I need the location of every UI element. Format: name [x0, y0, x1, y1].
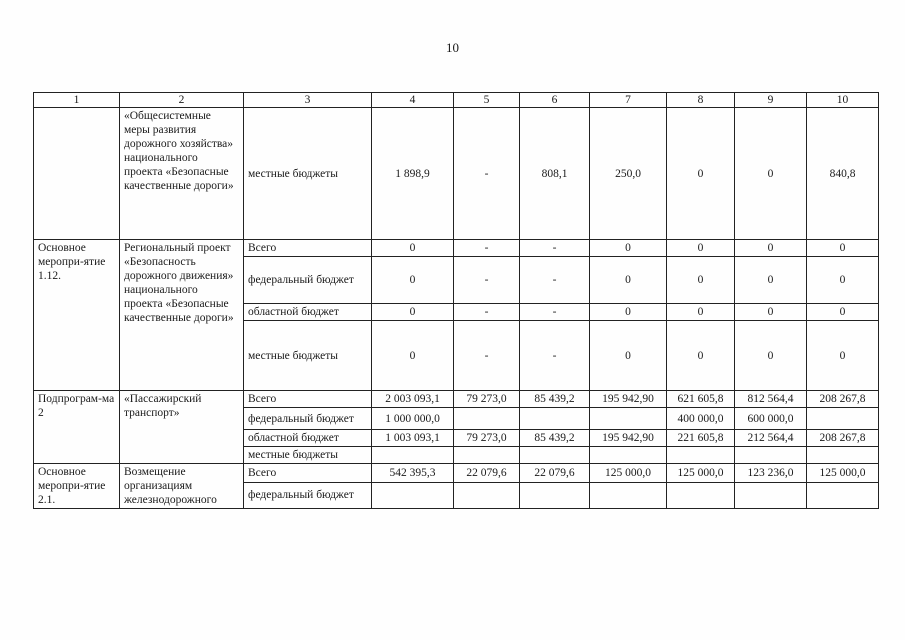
table-row: [34, 464, 879, 483]
value-cell-col-6: -: [520, 321, 590, 391]
value-cell-col-9: [735, 447, 807, 464]
measure-name-cell: «Общесистемные меры развития дорожного хозяйства» национального проекта «Безопасные качественные дороги»: [120, 108, 244, 240]
value-cell-col-7: 0: [590, 304, 667, 321]
funding-source-cell: областной бюджет: [244, 430, 372, 447]
funding-source-cell: федеральный бюджет: [244, 408, 372, 430]
value-cell-col-8: 125 000,0: [667, 464, 735, 483]
value-cell-col-10: 0: [807, 304, 879, 321]
value-cell-col-5: -: [454, 257, 520, 304]
value-cell-col-6: -: [520, 304, 590, 321]
value-cell-col-9: 212 564,4: [735, 430, 807, 447]
value-cell-col-9: 0: [735, 304, 807, 321]
funding-source-cell: Всего: [244, 391, 372, 408]
column-header-10: 10: [807, 93, 879, 108]
value-cell-col-7: [590, 482, 667, 508]
value-cell-col-8: 0: [667, 108, 735, 240]
value-cell-col-5: [454, 408, 520, 430]
value-cell-col-6: [520, 482, 590, 508]
value-cell-col-7: 125 000,0: [590, 464, 667, 483]
value-cell-col-4: [372, 482, 454, 508]
value-cell-col-10: 208 267,8: [807, 391, 879, 408]
value-cell-col-9: 0: [735, 257, 807, 304]
value-cell-col-8: 400 000,0: [667, 408, 735, 430]
value-cell-col-6: -: [520, 257, 590, 304]
value-cell-col-7: 0: [590, 240, 667, 257]
value-cell-col-8: 221 605,8: [667, 430, 735, 447]
column-header-6: 6: [520, 93, 590, 108]
value-cell-col-5: -: [454, 240, 520, 257]
column-header-8: 8: [667, 93, 735, 108]
value-cell-col-9: 123 236,0: [735, 464, 807, 483]
value-cell-col-8: [667, 482, 735, 508]
value-cell-col-8: 0: [667, 304, 735, 321]
value-cell-col-5: 79 273,0: [454, 430, 520, 447]
value-cell-col-10: [807, 447, 879, 464]
value-cell-col-6: 85 439,2: [520, 430, 590, 447]
value-cell-col-4: [372, 447, 454, 464]
column-header-3: 3: [244, 93, 372, 108]
funding-source-cell: федеральный бюджет: [244, 482, 372, 508]
funding-source-cell: Всего: [244, 240, 372, 257]
measure-name-cell: «Пассажирский транспорт»: [120, 391, 244, 464]
value-cell-col-4: 542 395,3: [372, 464, 454, 483]
measure-code-cell: [34, 108, 120, 240]
value-cell-col-9: 812 564,4: [735, 391, 807, 408]
funding-source-cell: местные бюджеты: [244, 447, 372, 464]
column-header-1: 1: [34, 93, 120, 108]
value-cell-col-10: 125 000,0: [807, 464, 879, 483]
value-cell-col-10: 0: [807, 321, 879, 391]
value-cell-col-4: 0: [372, 304, 454, 321]
value-cell-col-7: 250,0: [590, 108, 667, 240]
value-cell-col-8: [667, 447, 735, 464]
value-cell-col-6: 85 439,2: [520, 391, 590, 408]
table-row: [34, 240, 879, 257]
measure-code-cell: Основное меропри-ятие 2.1.: [34, 464, 120, 509]
value-cell-col-9: [735, 482, 807, 508]
value-cell-col-7: [590, 447, 667, 464]
budget-table: [33, 92, 879, 509]
value-cell-col-4: 0: [372, 321, 454, 391]
value-cell-col-5: [454, 482, 520, 508]
measure-code-cell: Подпрограм-ма 2: [34, 391, 120, 464]
value-cell-col-5: -: [454, 108, 520, 240]
funding-source-cell: Всего: [244, 464, 372, 483]
value-cell-col-4: 1 898,9: [372, 108, 454, 240]
measure-name-cell: Региональный проект «Безопасность дорожного движения» национального проекта «Безопасные качественные дороги»: [120, 240, 244, 391]
value-cell-col-7: [590, 408, 667, 430]
value-cell-col-9: 0: [735, 108, 807, 240]
value-cell-col-10: 840,8: [807, 108, 879, 240]
value-cell-col-6: [520, 447, 590, 464]
table-row: [34, 391, 879, 408]
value-cell-col-7: 195 942,90: [590, 391, 667, 408]
value-cell-col-7: 195 942,90: [590, 430, 667, 447]
value-cell-col-9: 0: [735, 240, 807, 257]
value-cell-col-8: 0: [667, 321, 735, 391]
value-cell-col-4: 1 003 093,1: [372, 430, 454, 447]
value-cell-col-10: 208 267,8: [807, 430, 879, 447]
value-cell-col-5: -: [454, 304, 520, 321]
page-number: 10: [446, 40, 459, 55]
column-header-5: 5: [454, 93, 520, 108]
value-cell-col-7: 0: [590, 321, 667, 391]
measure-code-cell: Основное меропри-ятие 1.12.: [34, 240, 120, 391]
funding-source-cell: федеральный бюджет: [244, 257, 372, 304]
table-row: [34, 108, 879, 240]
value-cell-col-6: [520, 408, 590, 430]
value-cell-col-10: [807, 482, 879, 508]
value-cell-col-10: 0: [807, 240, 879, 257]
value-cell-col-4: 2 003 093,1: [372, 391, 454, 408]
value-cell-col-10: [807, 408, 879, 430]
value-cell-col-7: 0: [590, 257, 667, 304]
value-cell-col-9: 600 000,0: [735, 408, 807, 430]
column-header-9: 9: [735, 93, 807, 108]
value-cell-col-4: 1 000 000,0: [372, 408, 454, 430]
value-cell-col-8: 0: [667, 240, 735, 257]
value-cell-col-4: 0: [372, 257, 454, 304]
value-cell-col-10: 0: [807, 257, 879, 304]
funding-source-cell: местные бюджеты: [244, 108, 372, 240]
value-cell-col-6: -: [520, 240, 590, 257]
funding-source-cell: местные бюджеты: [244, 321, 372, 391]
value-cell-col-8: 621 605,8: [667, 391, 735, 408]
value-cell-col-6: 22 079,6: [520, 464, 590, 483]
value-cell-col-4: 0: [372, 240, 454, 257]
column-header-7: 7: [590, 93, 667, 108]
funding-source-cell: областной бюджет: [244, 304, 372, 321]
table-header: [34, 93, 879, 108]
value-cell-col-8: 0: [667, 257, 735, 304]
table-body: [34, 108, 879, 509]
value-cell-col-5: 79 273,0: [454, 391, 520, 408]
measure-name-cell: Возмещение организациям железнодорожного: [120, 464, 244, 509]
value-cell-col-5: [454, 447, 520, 464]
value-cell-col-9: 0: [735, 321, 807, 391]
column-header-2: 2: [120, 93, 244, 108]
value-cell-col-6: 808,1: [520, 108, 590, 240]
value-cell-col-5: 22 079,6: [454, 464, 520, 483]
column-header-4: 4: [372, 93, 454, 108]
value-cell-col-5: -: [454, 321, 520, 391]
